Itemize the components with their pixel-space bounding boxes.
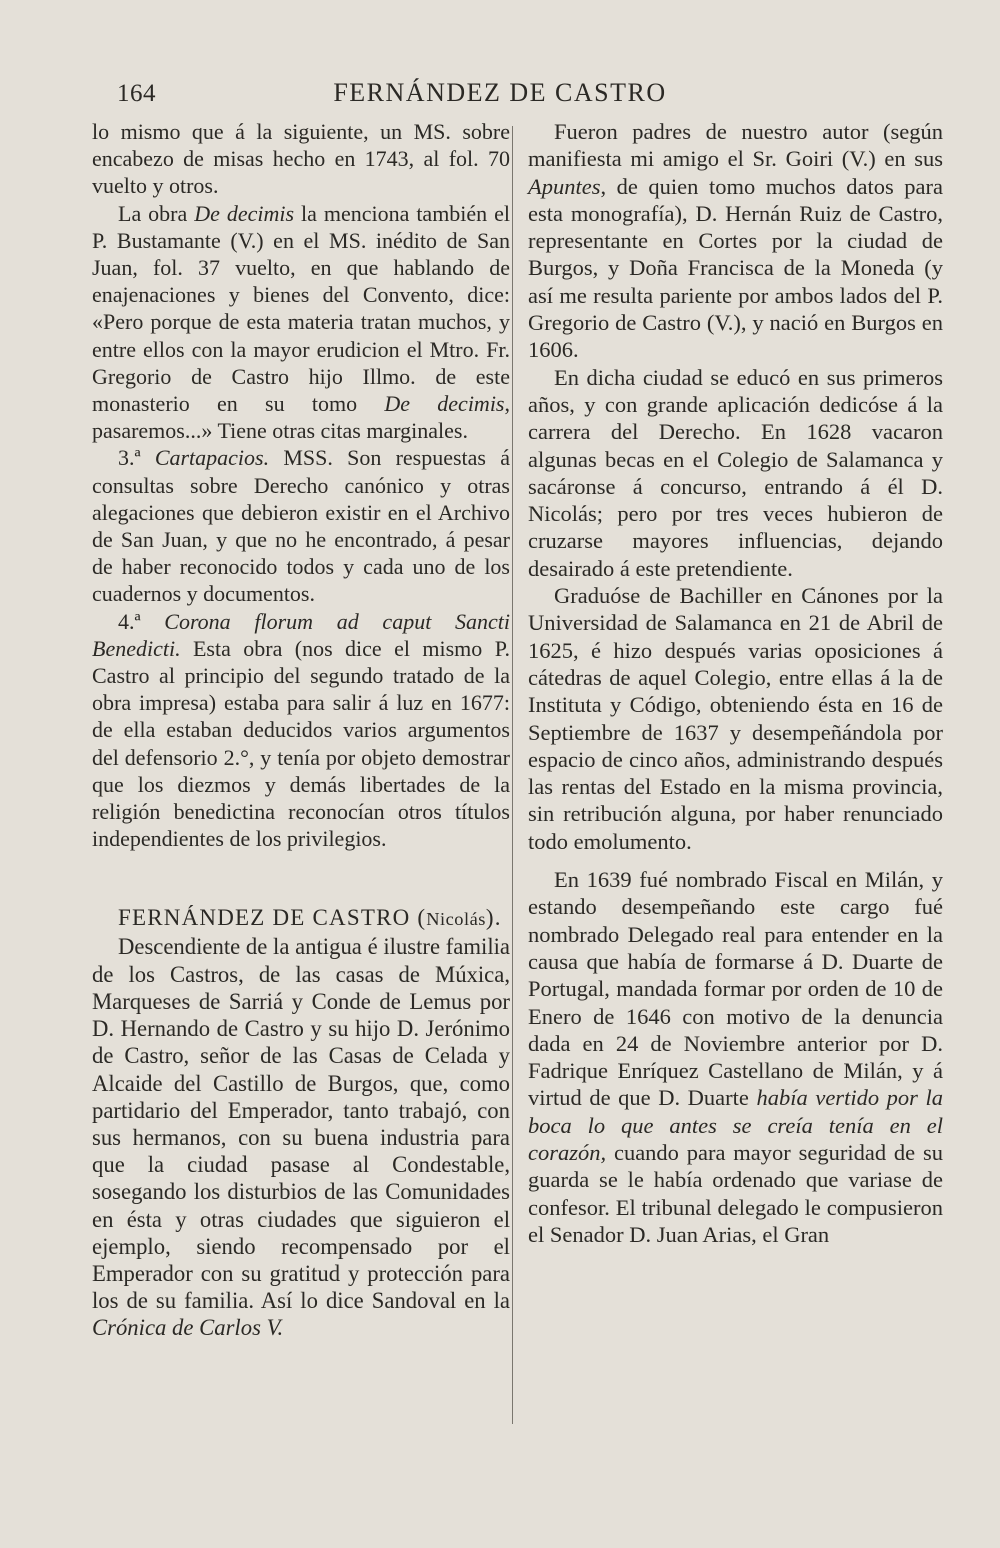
running-title: FERNÁNDEZ DE CASTRO bbox=[333, 78, 667, 107]
section-spacer bbox=[92, 852, 510, 904]
italic-title: Cartapacios. bbox=[154, 445, 270, 471]
italic-title: De decimis bbox=[194, 200, 295, 226]
left-column bbox=[92, 118, 510, 1342]
right-column bbox=[528, 118, 943, 1248]
text-run: Descendiente de la antigua é ilustre familia de los Castros, de las casas de Múxica, Marqueses de Sarriá y Conde de Lemus por D. Hernando de Castro y su hijo D. Jerónimo de Castro, señor de las Casas de Celada y Alcaide del Castillo de Burgos, que, como partidario del Emperador, tanto trabajó, con sus hermanos, con su buena industria para que la ciudad pasase al Condestable, sosegando los disturbios de las Comunidades en ésta y otras ciudades que siguieron el ejemplo, siendo recompensado por el Emperador con su gratitud y protección para los de su familia. Así lo dice Sandoval en la bbox=[92, 934, 510, 1314]
text-run: Graduóse de Bachiller en Cánones por la Universidad de Salamanca en 21 de Abril de 1625, é hizo después varias oposiciones á cátedras de aquel Colegio, entre ellas á la de Instituta y Código, obteniendo ésta en 16 de Septiembre de 1637 y desempeñándola por espacio de cinco años, administrando después las rentas del Estado en la misma provincia, sin retribución alguna, por haber renunciado todo emolumento. bbox=[528, 583, 943, 854]
text-run: , de quien tomo muchos datos para esta monografía), D. Hernán Ruiz de Castro, representante en Cortes por la ciudad de Burgos, y Doña Francisca de la Moneda (y así me resulta pariente por ambos lados del P. Gregorio de Castro (V.), y nació en Burgos en 1606. bbox=[528, 173, 943, 363]
paragraph bbox=[92, 444, 510, 607]
italic-title: Corona florum ad caput Sancti Benedicti. bbox=[92, 608, 510, 661]
text-run: En dicha ciudad se educó en sus primeros años, y con grande aplicación dedicóse á la carrera del Derecho. En 1628 vacaron algunas becas en el Colegio de Salamanca y sacáronse á concurso, entrando á él D. Nicolás; pero por tres veces hubieron de cruzarse mayores influencias, dejando desairado á este pretendiente. bbox=[528, 364, 943, 581]
italic-title: De decimis bbox=[384, 391, 505, 417]
entry-body bbox=[92, 933, 510, 1341]
paragraph bbox=[92, 933, 510, 1341]
text-run: la menciona también el P. Bustamante (V.) en el MS. inédito de San Juan, fol. 37 vuelto, en que hablando de enajenaciones y bienes del Convento, dice: «Pero porque de esta materia tratan muchos, y entre ellos con la mayor erudicion el Mtro. Fr. Gregorio de Castro hijo Illmo. de este monasterio en su tomo bbox=[92, 200, 511, 417]
entry-title: FERNÁNDEZ DE CASTRO ( bbox=[118, 905, 427, 931]
text-run: La obra bbox=[118, 200, 195, 226]
paragraph bbox=[528, 118, 943, 364]
text-run: , pasaremos...» Tiene otras citas marginales. bbox=[92, 391, 510, 444]
paragraph bbox=[528, 866, 943, 1248]
paragraph bbox=[92, 118, 510, 200]
text-run: cuando para mayor seguridad de su guarda se le había ordenado que variase de confesor. El tribunal delegado le compusieron el Senador D. Juan Arias, el Gran bbox=[528, 1139, 943, 1247]
entry-heading bbox=[92, 904, 510, 933]
paragraph-text: lo mismo que á la siguiente, un MS. sobre encabezo de misas hecho en 1743, al fol. 70 vuelto y otros. bbox=[92, 119, 510, 199]
paragraph bbox=[528, 364, 943, 582]
page-header bbox=[0, 78, 1000, 112]
column-divider bbox=[512, 126, 513, 1424]
italic-title: Apuntes bbox=[528, 173, 601, 199]
paragraph bbox=[528, 582, 943, 855]
page-number: 164 bbox=[117, 80, 156, 107]
text-run: MSS. Son respuestas á consultas sobre Derecho canónico y otras alegaciones que debieron existir en el Archivo de San Juan, y que no he encontrado, á pesar de haber reconocido todos y cada uno de los cuadernos y documentos. bbox=[92, 445, 510, 607]
entry-title-name: Nicolás bbox=[426, 909, 486, 930]
italic-quote: había vertido por la boca lo que antes se creía tenía en el corazón, bbox=[528, 1085, 943, 1165]
paragraph bbox=[92, 200, 510, 445]
text-run: En 1639 fué nombrado Fiscal en Milán, y estando desempeñando este cargo fué nombrado Delegado real para entender en la causa que había de formarse á D. Duarte de Portugal, mandada formar por orden de 10 de Enero de 1646 con motivo de la denuncia dada en 24 de Noviembre anterior por D. Fadrique Enríquez Castellano de Milán, y á virtud de que D. Duarte bbox=[528, 867, 943, 1111]
item-number: 4.ª bbox=[118, 608, 165, 634]
paragraph bbox=[92, 608, 510, 853]
text-run: Esta obra (nos dice el mismo P. Castro al principio del segundo tratado de la obra impresa) estaba para salir á luz en 1677: de ella estaban deducidos varios argumentos del defensorio 2.°, y tenía por objeto demostrar que los diezmos y demás libertades de la religión benedictina reconocían otros títulos independientes de los privilegios. bbox=[92, 635, 510, 852]
italic-title: Crónica de Carlos V. bbox=[92, 1315, 284, 1341]
entry-title-end: ). bbox=[485, 905, 502, 931]
text-run: Fueron padres de nuestro autor (según manifiesta mi amigo el Sr. Goiri (V.) en sus bbox=[528, 119, 943, 172]
item-number: 3.ª bbox=[118, 445, 155, 471]
